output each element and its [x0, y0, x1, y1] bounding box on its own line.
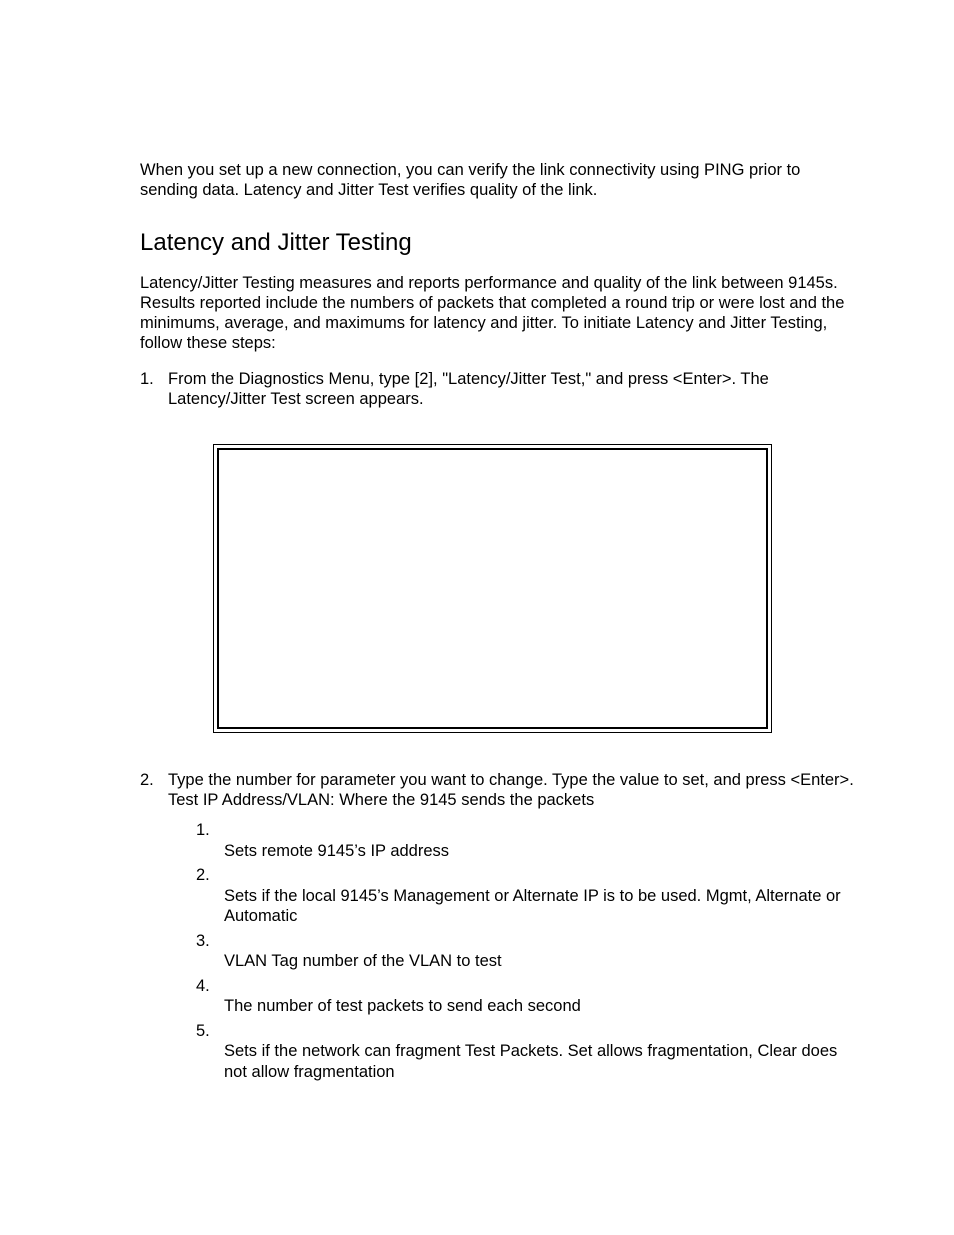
step-1	[140, 369, 860, 409]
parameter-description: Sets remote 9145’s IP address	[224, 841, 450, 860]
parameter-number: 2.	[196, 866, 210, 884]
step-number: 1.	[140, 370, 154, 388]
screen-placeholder-frame	[213, 444, 772, 733]
step-2	[140, 770, 860, 810]
parameter-item	[196, 1021, 860, 1083]
document-body	[140, 160, 860, 409]
section-heading: Latency and Jitter Testing	[140, 229, 412, 256]
body-paragraph: Latency/Jitter Testing measures and reports performance and quality of the link between 9145s. Results reported include the numbers of packets that completed a round trip or were lost and the minimums, average, and maximums for latency and jitter. To initiate Latency and Jitter Testing, follow these steps:	[140, 274, 845, 352]
parameter-item	[196, 820, 860, 861]
parameter-number: 5.	[196, 1021, 210, 1040]
parameter-number: 1.	[196, 821, 210, 839]
parameter-item	[196, 976, 860, 1017]
parameter-list	[196, 820, 860, 1082]
parameter-item	[196, 865, 860, 927]
parameter-description: The number of test packets to send each second	[224, 997, 581, 1015]
intro-paragraph: When you set up a new connection, you can verify the link connectivity using PING prior to sending data. Latency and Jitter Test verifies quality of the link.	[140, 161, 801, 199]
parameter-item	[196, 931, 860, 972]
parameter-description: VLAN Tag number of the VLAN to test	[224, 952, 502, 970]
parameter-number: 4.	[196, 976, 210, 995]
parameter-description: Sets if the local 9145’s Management or Alternate IP is to be used. Mgmt, Alternate or Automatic	[224, 886, 841, 925]
parameter-number: 3.	[196, 931, 210, 950]
parameter-description: Sets if the network can fragment Test Packets. Set allows fragmentation, Clear does not allow fragmentation	[224, 1042, 838, 1081]
step-text: Type the number for parameter you want to change. Type the value to set, and press <Enter>. Test IP Address/VLAN: Where the 9145 sends the packets	[168, 771, 854, 809]
step-text: From the Diagnostics Menu, type [2], "Latency/Jitter Test," and press <Enter>. The Latency/Jitter Test screen appears.	[168, 370, 769, 408]
screen-placeholder-inner	[217, 448, 768, 729]
step-number: 2.	[140, 771, 154, 789]
step-2-section	[140, 770, 860, 1086]
